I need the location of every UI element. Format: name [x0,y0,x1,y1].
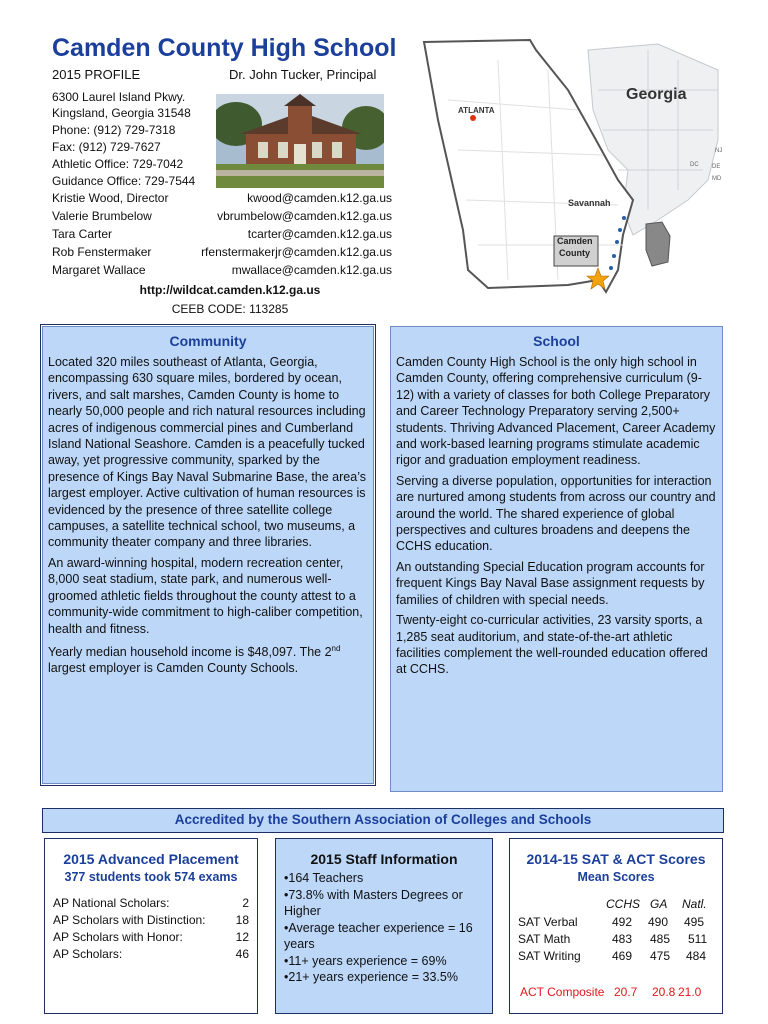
school-paragraph: Twenty-eight co-curricular activities, 23 varsity sports, a 1,285 seat auditorium, and state-of-the-art athletic facilities complement the well-rounded education offered at CCHS. [396,613,708,677]
sat-value: 475 [650,949,671,963]
sat-row-label: SAT Verbal [518,915,578,929]
community-paragraph: Located 320 miles southeast of Atlanta, Georgia, encompassing 630 square miles, bordered by ocean, rivers, and salt marshes, Camden County is home to nearly 50,000 people and rich natural resources including acres of indigenous commercial pines and Cumberland Island National Seashore. Camden is a peacefully tucked away, yet progressive community, sparked by the presence of Kings Bay Naval Submarine Base, the area’s largest employer. Active cultivation of human resources is evidenced by the presence of three satellite college campuses, a satellite technical school, two museums, a community theater company and three libraries. [48,355,367,550]
community-paragraph: An award-winning hospital, modern recreation center, 8,000 seat stadium, state park, and numerous well-groomed athletic fields throughout the county attest to a community-wide commitment to high-caliber competition, health and fitness. [48,555,363,636]
school-paragraph: Serving a diverse population, opportunities for interaction are nurtured among students from across our country and around the world. The shared experience of global perspectives and cultures broadens and deepens the CCHS education. [396,473,716,554]
ap-row-label: AP Scholars with Honor: [53,930,183,944]
ap-row-value: 12 [235,930,249,944]
staff-item: •Average teacher experience = 16 years [284,920,473,951]
sat-value: 511 [688,932,708,946]
ap-subtitle: 377 students took 574 exams [64,870,238,884]
map-savannah-label: Savannah [568,198,611,208]
ceeb-code: CEEB CODE: 113285 [171,302,289,316]
school-paragraph: Camden County High School is the only high school in Camden County, offering comprehensive curriculum (9-12) with a variety of classes for both College Preparatory and Career Technology Preparatory serving 2,500+ students. Thriving Advanced Placement, Career Academy and work-based learning programs stimulate academic rigor and graduation employment readiness. [396,355,716,468]
ap-row-label: AP Scholars with Distinction: [53,913,206,927]
contact-email[interactable]: vbrumbelow@camden.k12.ga.us [217,209,392,223]
sat-value: 469 [612,949,633,963]
staff-item: •73.8% with Masters Degrees or Higher [284,887,463,918]
principal-name: Dr. John Tucker, Principal [229,67,377,82]
georgia-map [418,30,734,310]
map-state-md: MD [712,176,722,182]
ap-row [53,947,249,963]
contact-email[interactable]: mwallace@camden.k12.ga.us [231,263,392,277]
ap-row-value: 2 [242,896,249,910]
ap-row [53,930,249,946]
sat-title: 2014-15 SAT & ACT Scores [526,851,706,867]
sat-row-label: SAT Math [518,932,571,946]
sat-col-header: Natl. [682,897,707,911]
contact-name: Kristie Wood, Director [52,191,169,205]
guidance-office: Guidance Office: 729-7544 [52,174,196,188]
fax: Fax: (912) 729-7627 [52,140,161,154]
map-state-de: DE [712,164,721,170]
act-value: 20.8 [652,985,676,999]
phone: Phone: (912) 729-7318 [52,123,176,137]
address-city: Kingsland, Georgia 31548 [52,106,191,120]
act-value: 21.0 [678,985,702,999]
school-title: School [533,333,580,349]
sat-value: 483 [612,932,633,946]
sat-value: 495 [684,915,705,929]
map-atlanta-label: ATLANTA [458,106,495,115]
ap-row [53,913,249,929]
community-section [42,326,374,784]
map-state-nj: NJ [715,148,723,154]
staff-item: •164 Teachers [284,871,364,885]
school-photo [216,94,384,188]
community-paragraph [43,641,373,677]
school-section [390,326,723,792]
act-value: 20.7 [614,985,638,999]
contact-name: Rob Fenstermaker [52,245,152,259]
contact-email[interactable]: kwood@camden.k12.ga.us [247,191,392,205]
staff-section [275,838,493,1014]
sat-subtitle: Mean Scores [577,870,655,884]
ap-title: 2015 Advanced Placement [63,851,239,867]
ap-row-label: AP Scholars: [53,947,123,961]
ap-row-value: 18 [235,913,249,927]
map-state-dc: DC [690,162,699,168]
website-link[interactable]: http://wildcat.camden.k12.ga.us [139,283,321,297]
income-text: Yearly median household income is $48,097. The 2 [48,645,332,660]
contact-row [52,191,392,207]
community-title: Community [169,333,247,349]
sat-value: 490 [648,915,669,929]
sat-value: 485 [650,932,671,946]
staff-item: •21+ years experience = 33.5% [284,970,458,984]
sat-section [509,838,723,1014]
address-line: 6300 Laurel Island Pkwy. [52,90,186,104]
ap-row [53,896,249,912]
act-label: ACT Composite [520,985,605,999]
school-paragraph: An outstanding Special Education program accounts for frequent Kings Bay Naval Base assignment requests by families of children with special needs. [396,559,705,607]
sat-value: 484 [686,949,707,963]
contact-name: Tara Carter [52,227,113,241]
contact-name: Margaret Wallace [52,263,146,277]
contact-row [52,209,392,225]
athletic-office: Athletic Office: 729-7042 [52,157,184,171]
accreditation-banner: Accredited by the Southern Association of Colleges and Schools [42,808,724,833]
ap-row-value: 46 [235,947,249,961]
ap-row-label: AP National Scholars: [53,896,170,910]
contact-row [52,263,392,279]
staff-title: 2015 Staff Information [310,851,458,867]
employer-text: largest employer is Camden County Schools. [48,661,299,676]
sat-value: 492 [612,915,633,929]
ap-section [44,838,258,1014]
page-title: Camden County High School [52,34,397,62]
map-county-label: County [559,248,590,258]
staff-item: •11+ years experience = 69% [284,953,447,968]
profile-year: 2015 PROFILE [52,67,141,82]
map-state-label: Georgia [626,86,687,103]
contact-email[interactable]: tcarter@camden.k12.ga.us [247,227,392,241]
map-camden-label: Camden [557,236,593,246]
contact-row [52,245,392,261]
contact-email[interactable]: rfenstermakerjr@camden.k12.ga.us [201,245,392,259]
sat-row-label: SAT Writing [518,949,581,963]
superscript: nd [331,643,341,653]
sat-col-header: GA [650,897,668,911]
sat-col-header: CCHS [606,897,641,911]
contact-name: Valerie Brumbelow [52,209,152,223]
contact-row [52,227,392,243]
